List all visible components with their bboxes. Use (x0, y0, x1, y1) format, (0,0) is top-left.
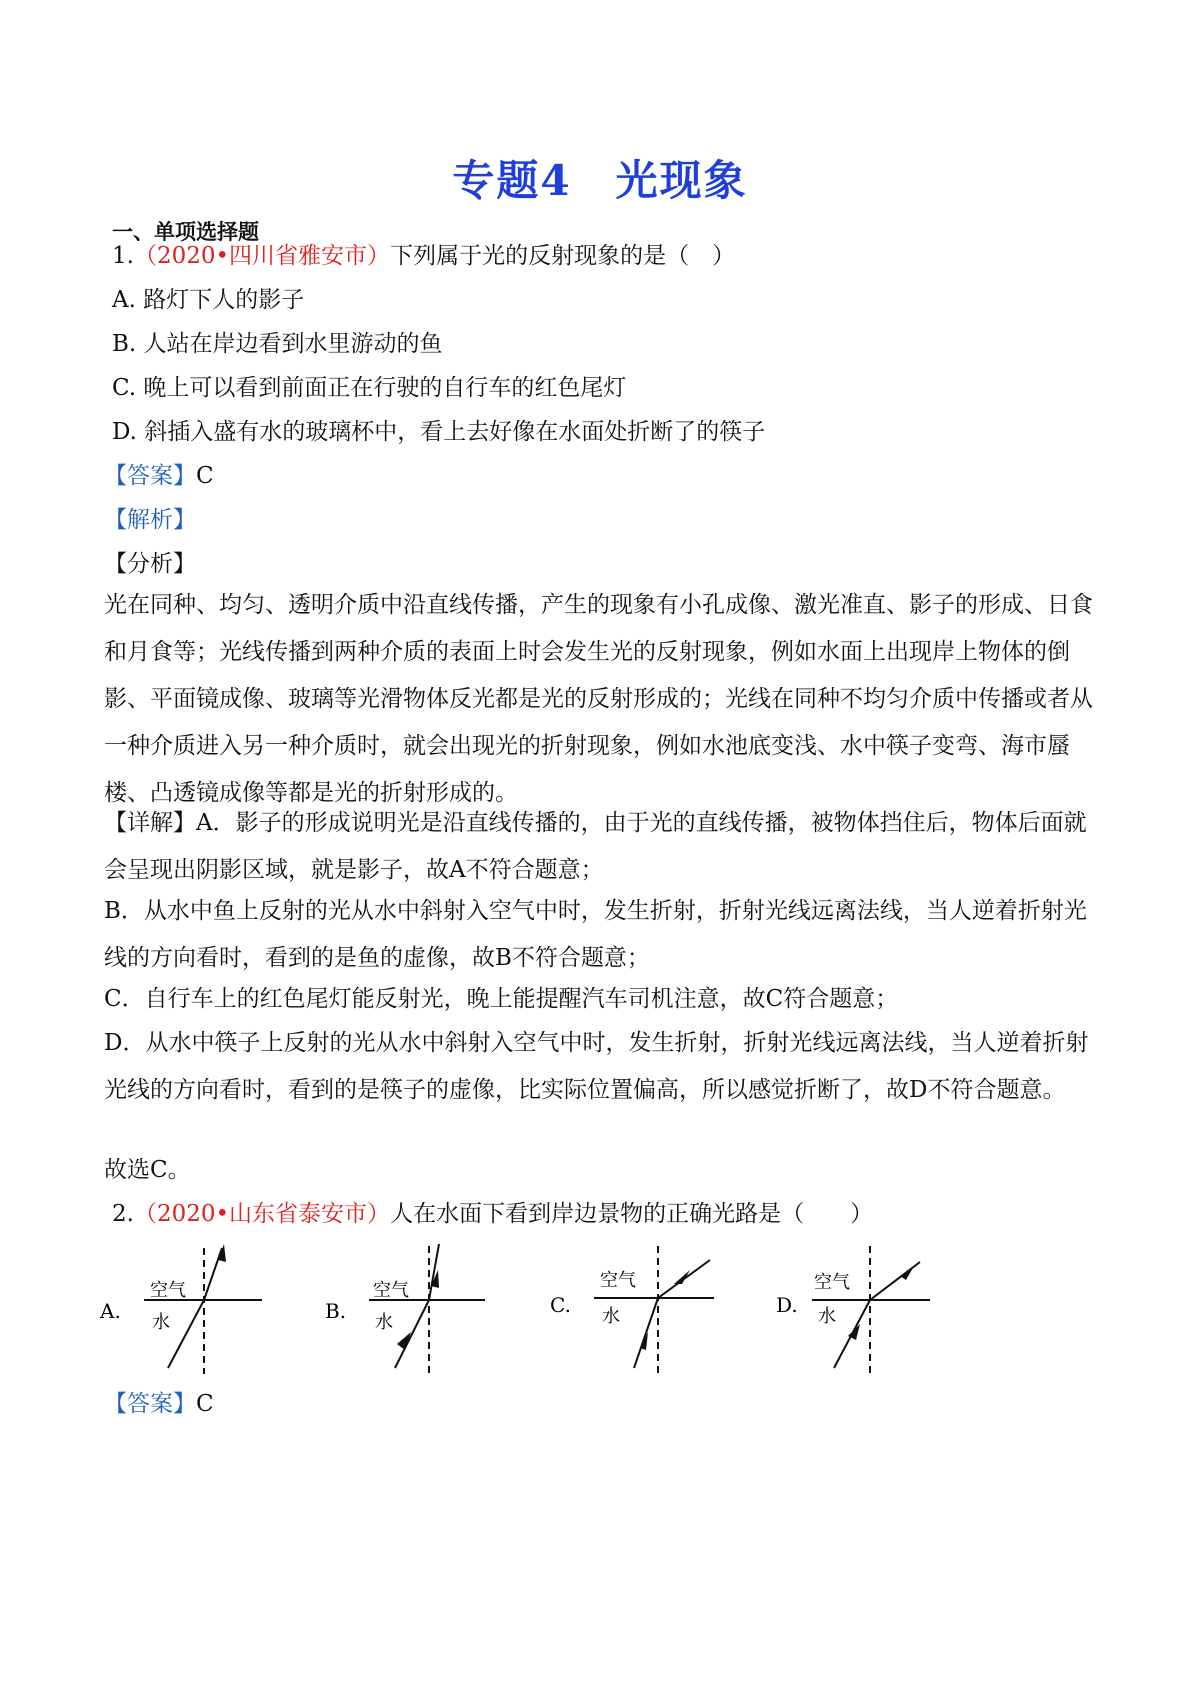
diagram-c (550, 1240, 730, 1384)
detail-c: C．自行车上的红色尾灯能反射光，晚上能提醒汽车司机注意，故C符合题意； (104, 986, 899, 1012)
fenxi-label: 【分析】 (104, 551, 196, 577)
detail-a (104, 800, 1104, 894)
answer-row (104, 460, 214, 492)
question-source: （2020•山东省泰安市） (133, 1201, 391, 1227)
water-label: 水 (818, 1306, 836, 1327)
detail-label: 【详解】 (104, 810, 196, 836)
detail-d: D．从水中筷子上反射的光从水中斜射入空气中时，发生折射，折射光线远离法线，当人逆着折射光线的方向看时，看到的是筷子的虚像，比实际位置偏高，所以感觉折断了，故D不符合题意。 (104, 1030, 1089, 1103)
title-subject: 光现象 (615, 156, 748, 205)
diagram-a (100, 1240, 280, 1384)
page-title (0, 148, 1200, 208)
diagram-b (325, 1240, 505, 1384)
option-a: A. 路灯下人的影子 (112, 287, 305, 313)
diagram-label: C. (550, 1293, 571, 1317)
analysis-paragraph: 光在同种、均匀、透明介质中沿直线传播，产生的现象有小孔成像、激光准直、影子的形成、日食和月食等；光线传播到两种介质的表面上时会发生光的反射现象，例如水面上出现岸上物体的倒影、平面镜成像、玻璃等光滑物体反光都是光的反射形成的；光线在同种不均匀介质中传播或者从一种介质进入另一种介质时，就会出现光的折射现象，例如水池底变浅、水中筷子变弯、海市蜃楼、凸透镜成像等都是光的折射形成的。 (104, 592, 1093, 806)
question-stem: 人在水面下看到岸边景物的正确光路是（ ） (390, 1201, 874, 1227)
diagram-d (776, 1240, 956, 1384)
question-2 (112, 1198, 873, 1230)
jiexi-label: 【解析】 (104, 507, 196, 533)
detail-b: B．从水中鱼上反射的光从水中斜射入空气中时，发生折射，折射光线远离法线，当人逆着折射光线的方向看时，看到的是鱼的虚像，故B不符合题意； (104, 898, 1087, 971)
air-label: 空气 (600, 1270, 636, 1291)
air-label: 空气 (150, 1280, 186, 1301)
arrowhead-upper (900, 1266, 914, 1280)
arrowhead-lower (640, 1332, 648, 1350)
answer-label: 【答案】 (104, 1391, 196, 1417)
conclusion: 故选C。 (104, 1157, 191, 1183)
answer-label: 【答案】 (104, 463, 196, 489)
diagram-label: A. (100, 1299, 121, 1323)
arrowhead (218, 1244, 226, 1262)
question-1 (112, 240, 735, 272)
question-source: （2020•四川省雅安市） (133, 243, 391, 269)
question-number: 2. (112, 1201, 134, 1227)
diagram-label: D. (776, 1293, 798, 1317)
question-number: 1. (112, 243, 134, 269)
option-b: B. 人站在岸边看到水里游动的鱼 (112, 331, 443, 357)
option-d: D. 斜插入盛有水的玻璃杯中，看上去好像在水面处折断了的筷子 (112, 419, 766, 445)
section-heading: 一、单项选择题 (112, 220, 259, 244)
answer-value: C (196, 1391, 214, 1417)
water-label: 水 (152, 1312, 170, 1333)
ray-upper (204, 1248, 222, 1300)
question-stem: 下列属于光的反射现象的是（ ） (390, 243, 736, 269)
answer-row-2 (104, 1388, 214, 1420)
diagram-label: B. (325, 1299, 347, 1323)
ray-lower (634, 1298, 658, 1368)
air-label: 空气 (373, 1280, 409, 1301)
detail-a-text: A．影子的形成说明光是沿直线传播的，由于光的直线传播，被物体挡住后，物体后面就会呈现出阴影区域，就是影子，故A不符合题意； (104, 810, 1087, 883)
ray-lower (168, 1300, 204, 1368)
answer-value: C (196, 463, 214, 489)
water-label: 水 (602, 1306, 620, 1327)
air-label: 空气 (814, 1272, 850, 1293)
title-topic: 专题4 (452, 156, 572, 205)
water-label: 水 (375, 1312, 393, 1333)
option-c: C. 晚上可以看到前面正在行驶的自行车的红色尾灯 (112, 375, 627, 401)
ray-lower (395, 1300, 429, 1368)
